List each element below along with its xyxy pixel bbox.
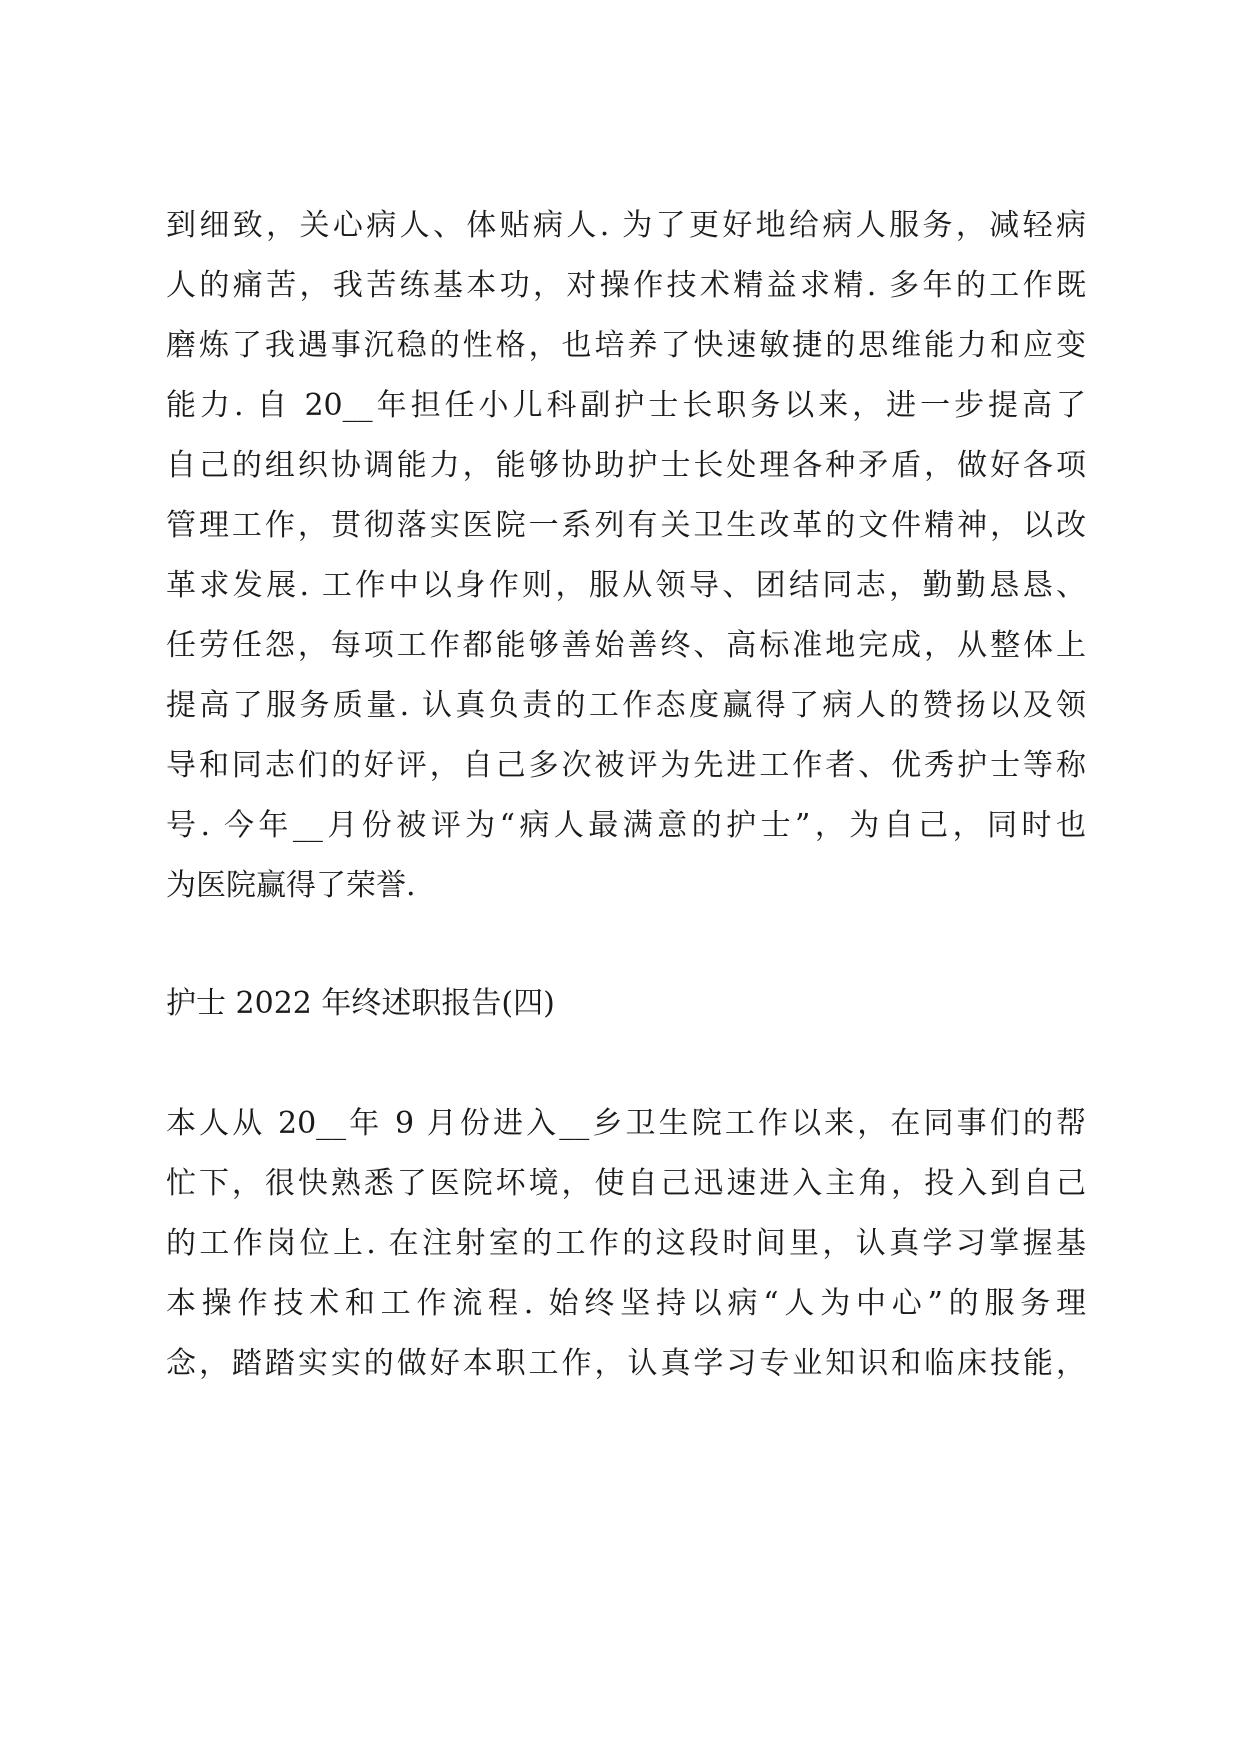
paragraph-line: 号. 今年__月份被评为“病人最满意的护士”，为自己，同时也 <box>166 808 1086 843</box>
paragraph-line: 本人从 20__年 9 月份进入__乡卫生院工作以来，在同事们的帮 <box>166 1106 1086 1141</box>
paragraph-line: 念，踏踏实实的做好本职工作，认真学习专业知识和临床技能， <box>166 1346 1086 1381</box>
paragraph-line: 到细致，关心病人、体贴病人. 为了更好地给病人服务，减轻病 <box>166 208 1086 243</box>
paragraph-line: 磨炼了我遇事沉稳的性格，也培养了快速敏捷的思维能力和应变 <box>166 328 1086 363</box>
paragraph-line: 自己的组织协调能力，能够协助护士长处理各种矛盾，做好各项 <box>166 448 1086 483</box>
paragraph-line: 提高了服务质量. 认真负责的工作态度赢得了病人的赞扬以及领 <box>166 688 1086 723</box>
paragraph-line: 管理工作，贯彻落实医院一系列有关卫生改革的文件精神，以改 <box>166 508 1086 543</box>
paragraph-line: 人的痛苦，我苦练基本功，对操作技术精益求精. 多年的工作既 <box>166 268 1086 303</box>
section-heading: 护士 2022 年终述职报告(四) <box>166 986 555 1021</box>
paragraph-line: 能力. 自 20__年担任小儿科副护士长职务以来，进一步提高了 <box>166 388 1086 423</box>
paragraph-line: 忙下，很快熟悉了医院坏境，使自己迅速进入主角，投入到自己 <box>166 1166 1086 1201</box>
paragraph-line: 革求发展. 工作中以身作则，服从领导、团结同志，勤勤恳恳、 <box>166 568 1086 603</box>
paragraph-line: 的工作岗位上. 在注射室的工作的这段时间里，认真学习掌握基 <box>166 1226 1086 1261</box>
paragraph-line: 任劳任怨，每项工作都能够善始善终、高标准地完成，从整体上 <box>166 628 1086 663</box>
paragraph-line: 本操作技术和工作流程. 始终坚持以病“人为中心”的服务理 <box>166 1286 1086 1321</box>
paragraph-line: 为医院赢得了荣誉. <box>166 868 416 903</box>
paragraph-line: 导和同志们的好评，自己多次被评为先进工作者、优秀护士等称 <box>166 748 1086 783</box>
